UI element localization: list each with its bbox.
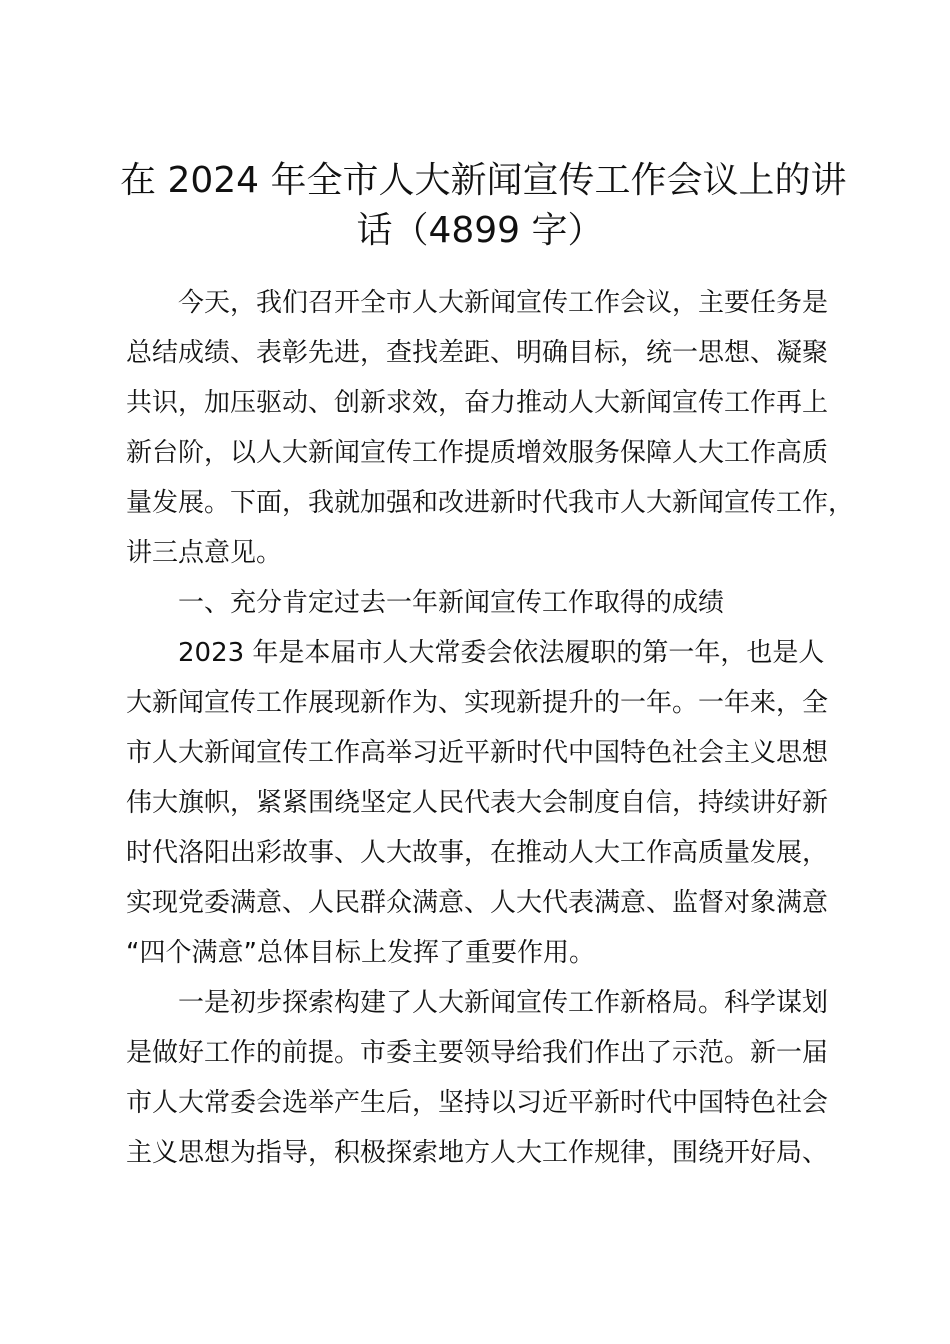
section-heading: 一、充分肯定过去一年新闻宣传工作取得的成绩 [178,588,725,618]
document-title-line-1: 在 2024 年全市人大新闻宣传工作会议上的讲 [120,160,847,201]
body-text-line: 讲三点意见。 [126,538,283,568]
body-text-line: 共识，加压驱动、创新求效，奋力推动人大新闻宣传工作再上 [126,388,829,418]
body-text-line: 伟大旗帜，紧紧围绕坚定人民代表大会制度自信，持续讲好新 [126,788,829,818]
body-text-line: 大新闻宣传工作展现新作为、实现新提升的一年。一年来，全 [126,688,829,718]
body-text-line: 总结成绩、表彰先进，查找差距、明确目标，统一思想、凝聚 [126,338,829,368]
body-text-line: 实现党委满意、人民群众满意、人大代表满意、监督对象满意 [126,888,829,918]
body-text-line: 2023 年是本届市人大常委会依法履职的第一年，也是人 [178,638,825,668]
body-text-line: 市人大常委会选举产生后，坚持以习近平新时代中国特色社会 [126,1088,829,1118]
body-text-line: 主义思想为指导，积极探索地方人大工作规律，围绕开好局、 [126,1138,829,1168]
body-text-line: 一是初步探索构建了人大新闻宣传工作新格局。科学谋划 [178,988,829,1018]
body-text-line: 时代洛阳出彩故事、人大故事，在推动人大工作高质量发展， [126,838,829,868]
body-text-line: 是做好工作的前提。市委主要领导给我们作出了示范。新一届 [126,1038,829,1068]
document-title-line-2: 话（4899 字） [356,210,604,251]
body-text-line: 今天，我们召开全市人大新闻宣传工作会议，主要任务是 [178,288,829,318]
body-text-line: 新台阶，以人大新闻宣传工作提质增效服务保障人大工作高质 [126,438,829,468]
body-text-line: 市人大新闻宣传工作高举习近平新时代中国特色社会主义思想 [126,738,829,768]
body-text-line: 量发展。下面，我就加强和改进新时代我市人大新闻宣传工作， [126,488,855,518]
body-text-line: “四个满意”总体目标上发挥了重要作用。 [126,938,595,968]
